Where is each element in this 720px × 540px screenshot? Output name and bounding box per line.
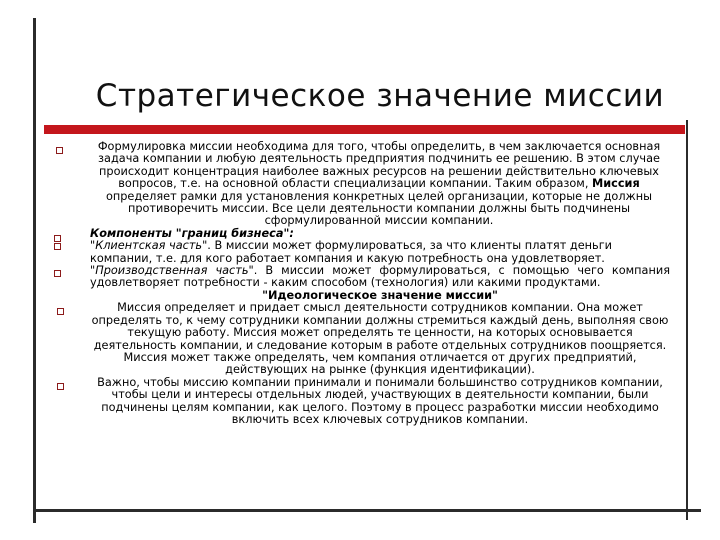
production-part-text: . В миссии может формулироваться, с помощью чего компания удовлетворяет потребности - каким способом (технология) или какими продуктами. [90, 264, 670, 290]
paragraph-client-part [50, 240, 670, 265]
frame-right-line [686, 120, 688, 520]
production-part-term: "Производственная часть" [90, 264, 254, 278]
slide-content [50, 141, 670, 426]
bullet-icon [54, 270, 61, 277]
mission-definition-text-end: определяет рамки для установления конкретных целей организации, которые не должны противоречить миссии. Все цели деятельности компании должны быть подчинены сформулированной миссии компании. [105, 189, 653, 228]
business-boundaries-heading: Компоненты "границ бизнеса": [90, 226, 294, 240]
paragraph-mission-definition [50, 141, 670, 228]
mission-definition-text: Формулировка миссии необходима для того, чтобы определить, в чем заключается основная задача компании и любую деятельность предприятия подчинить ее решению. В этом случае происходит концентрация наиболее важных ресурсов на решении действительно ключевых вопросов, т.е. на основной области специализации компании. Таким образом, [97, 140, 661, 191]
client-part-term: "Клиентская часть" [90, 239, 208, 253]
title-accent-bar [44, 125, 685, 134]
frame-left-line [33, 18, 36, 523]
bullet-icon [54, 243, 61, 250]
bullet-icon [57, 308, 64, 315]
paragraph-ideological-meaning: Миссия определяет и придает смысл деятельности сотрудников компании. Она может определять то, к чему сотрудники компании должны стремиться каждый день, выполняя свою текущую работу. Миссия может определять те ценности, на которых основывается деятельность компании, и следование которым в работе отдельных сотрудников поощряется. Миссия может также определять, чем компания отличается от других предприятий, действующих на рынке (функция идентификации). [50, 302, 670, 376]
paragraph-production-part [50, 265, 670, 290]
slide-title: Стратегическое значение миссии [95, 78, 665, 114]
mission-term: Миссия [592, 177, 640, 191]
ideological-heading: "Идеологическое значение миссии" [262, 288, 498, 302]
client-part-text: . В миссии может формулироваться, за что клиенты платят деньги компании, т.е. для кого работает компания и какую потребность она удовлетворяет. [90, 239, 612, 265]
bullet-icon [56, 147, 63, 154]
bullet-icon [57, 383, 64, 390]
paragraph-employee-involvement: Важно, чтобы миссию компании принимали и понимали большинство сотрудников компании, чтобы цели и интересы отдельных людей, участвующих в деятельности компании, были подчинены целям компании, как целого. Поэтому в процесс разработки миссии необходимо включить всех ключевых сотрудников компании. [50, 377, 670, 427]
frame-bottom-line [33, 509, 701, 512]
